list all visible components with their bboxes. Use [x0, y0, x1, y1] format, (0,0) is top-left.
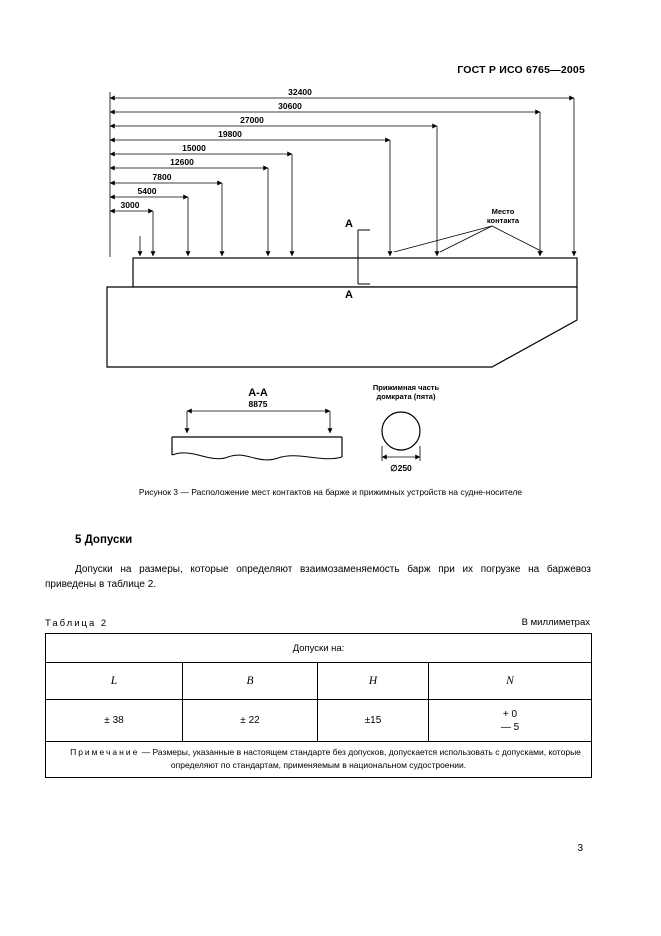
- column-header-N: N: [429, 663, 592, 700]
- tolerance-N: [429, 700, 592, 742]
- barge-hull: [107, 287, 577, 367]
- group-header-cell: Допуски на:: [46, 634, 592, 663]
- dimension-label: 30600: [278, 101, 302, 111]
- dimension-labels: [121, 87, 313, 210]
- table-column-header-row: [46, 663, 592, 700]
- column-header-L: L: [46, 663, 183, 700]
- dimension-label: 5400: [137, 186, 157, 196]
- tolerance-H: ±15: [318, 700, 429, 742]
- section-marker-a-bottom: А: [345, 289, 353, 301]
- barge-deck: [133, 258, 577, 287]
- dimension-label: 27000: [240, 115, 264, 125]
- jack-label-line1: Прижимная часть: [372, 383, 440, 392]
- section-heading: 5 Допуски: [75, 534, 133, 546]
- figure-3-drawing: [40, 85, 620, 475]
- column-header-B: B: [183, 663, 318, 700]
- jack-diameter-label: ∅250: [390, 463, 412, 473]
- jack-label-line2: домкрата (пята): [376, 392, 436, 401]
- dimension-label: 15000: [182, 143, 206, 153]
- section-marker-a-top: А: [345, 218, 353, 230]
- contact-label-line2: контакта: [486, 216, 520, 225]
- figure-caption: Рисунок 3 — Расположение мест контактов на барже и прижимных устройств на судне-носителе: [138, 487, 523, 497]
- page-number: 3: [577, 843, 583, 854]
- contact-callout: [394, 207, 543, 252]
- jack-detail: [373, 383, 440, 473]
- tolerance-L: ± 38: [46, 700, 183, 742]
- dimension-label: 7800: [152, 172, 172, 182]
- note-text: — Размеры, указанные в настоящем стандарте без допусков, допускается использовать с допусками, которые определяют по стандартам, применяемым в национальном судостроении.: [141, 747, 581, 770]
- table-note-row: [46, 742, 592, 778]
- tolerances-table: [45, 633, 592, 778]
- table-note-cell: [46, 742, 592, 778]
- note-label: Примечание: [70, 747, 140, 757]
- tolerance-B: ± 22: [183, 700, 318, 742]
- dimension-label: 32400: [288, 87, 312, 97]
- table-label: Таблица 2: [45, 618, 109, 629]
- dimension-label: 19800: [218, 129, 242, 139]
- tolerance-N-lower: — 5: [500, 721, 520, 733]
- standard-header: ГОСТ Р ИСО 6765—2005: [457, 64, 585, 76]
- table-units-note: В миллиметрах: [521, 617, 590, 628]
- table-values-row: [46, 700, 592, 742]
- body-paragraph: Допуски на размеры, которые определяют взаимозаменяемость барж при их погрузке на баржевоз приведены в таблице 2.: [45, 564, 591, 590]
- section-aa-title: А-А: [248, 387, 268, 399]
- tolerance-N-upper: + 0: [502, 708, 518, 720]
- section-aa-view: [172, 387, 342, 460]
- dimension-label: 12600: [170, 157, 194, 167]
- dimension-label: 3000: [120, 200, 140, 210]
- jack-pad-circle: [382, 412, 420, 450]
- barge-profile: [107, 258, 577, 367]
- table-group-header-row: [46, 634, 592, 663]
- contact-label-line1: Место: [491, 207, 515, 216]
- section-aa-width-label: 8875: [248, 399, 268, 409]
- column-header-H: H: [318, 663, 429, 700]
